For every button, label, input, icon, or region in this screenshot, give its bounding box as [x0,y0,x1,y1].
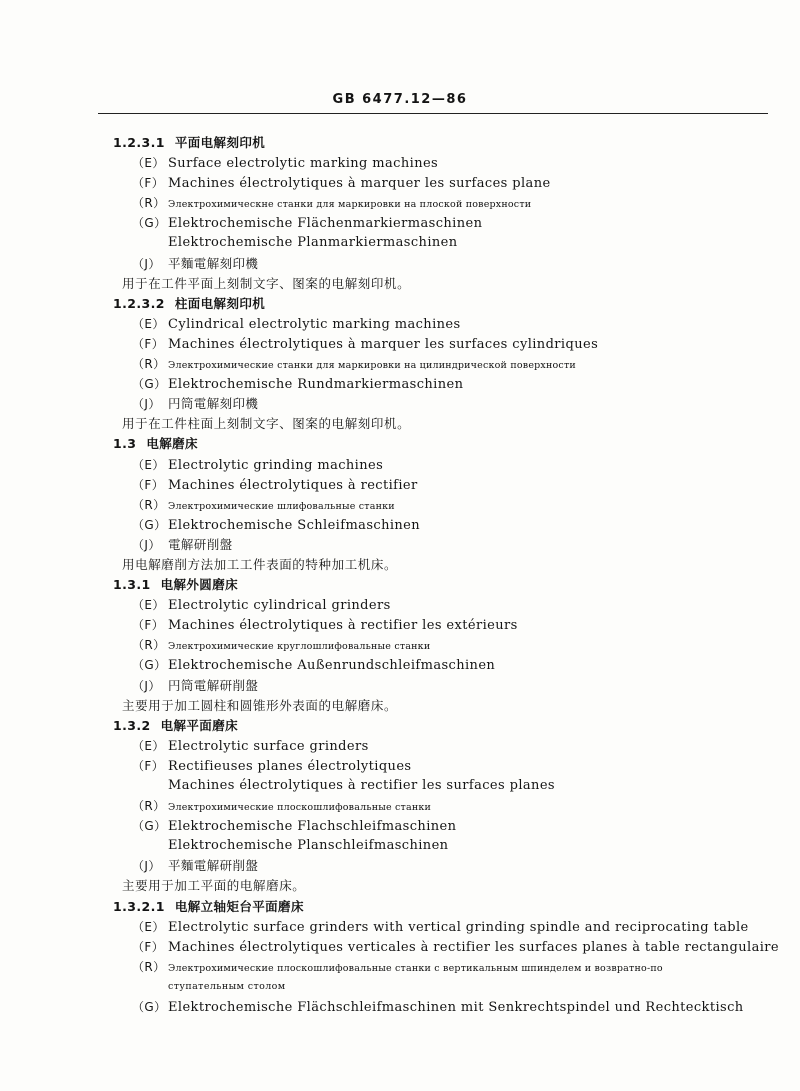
language-code: （R） [132,959,166,974]
term-entry [0,374,800,394]
term-entry [0,153,800,173]
language-code: （F） [132,477,165,492]
term-entry [0,394,800,414]
term-entry [0,354,800,374]
term-text: 平麵電解研削盤 [168,858,259,874]
section-title: 电解立轴矩台平面磨床 [174,898,304,914]
term-entry [0,314,800,334]
term-text: 平麵電解刻印機 [168,255,259,271]
section-heading [0,897,800,917]
term-entry [0,193,800,213]
term-text: Machines électrolytiques à rectifier [168,477,418,493]
term-text: Электрохимические станки для маркировки на цилиндрической поверхности [168,360,576,372]
term-entry [0,334,800,354]
term-text: Elektrochemische Schleifmaschinen [168,517,421,533]
term-entry [0,495,800,515]
language-code: （F） [132,618,165,633]
language-code: （J） [132,397,161,412]
term-text: Machines électrolytiques à rectifier les extérieurs [168,618,518,634]
term-entry [0,756,800,776]
language-code: （E） [132,598,165,613]
term-text: Cylindrical electrolytic marking machines [168,316,461,332]
language-code: （R） [132,196,166,211]
term-text: Machines électrolytiques à marquer les surfaces cylindriques [168,336,599,352]
section-title: 电解磨床 [146,436,198,452]
term-text: Rectifieuses planes électrolytiques [168,758,412,774]
language-code: （R） [132,497,166,512]
section-title: 电解平面磨床 [160,717,238,733]
section-number: 1.3 [113,436,137,452]
language-code: （F） [132,176,165,191]
language-code: （E） [132,156,165,171]
term-entry [0,796,800,816]
term-entry [0,655,800,675]
term-text: 電解研削盤 [168,536,233,552]
language-code: （J） [132,859,161,874]
language-code: （R） [132,357,166,372]
section-heading [0,294,800,314]
term-entry [0,957,800,977]
section-heading [0,575,800,595]
language-code: （R） [132,638,166,653]
term-entry [0,635,800,655]
term-text: 円筒電解研削盤 [168,677,259,693]
term-text: Elektrochemische Flächenmarkiermaschinen [168,216,483,232]
language-code: （E） [132,919,165,934]
language-code: （G） [132,658,167,673]
language-code: （J） [132,256,161,271]
section-number: 1.3.1 [113,577,151,593]
term-text: Elektrochemische Flachschleifmaschinen [168,819,457,835]
term-text: Electrolytic surface grinders with vertical grinding spindle and reciprocating table [168,919,749,935]
language-code: （E） [132,738,165,753]
language-code: （G） [132,216,167,231]
section-title: 电解外圆磨床 [160,577,238,593]
standard-header: GB 6477.12—86 [332,92,468,107]
term-entry [0,676,800,696]
term-text: Electrolytic surface grinders [168,738,369,754]
term-text: Surface electrolytic marking machines [168,156,439,172]
language-code: （G） [132,819,167,834]
language-code: （F） [132,758,165,773]
term-text: 円筒電解刻印機 [168,396,259,412]
term-text: Elektrochemische Außenrundschleifmaschinen [168,658,496,674]
term-text: Electrolytic grinding machines [168,457,384,473]
term-entry [0,254,800,274]
term-entry [0,173,800,193]
term-text: Electrolytic cylindrical grinders [168,598,391,614]
language-code: （R） [132,799,166,814]
section-number: 1.3.2.1 [113,898,165,914]
term-entry [0,816,800,836]
section-title: 平面电解刻印机 [174,135,266,150]
document-body [0,133,800,1017]
section-heading [0,716,800,736]
language-code: （G） [132,1000,167,1015]
definition-text: 主要用于加工圆柱和圆锥形外表面的电解磨床。 [122,697,398,713]
language-code: （G） [132,377,167,392]
term-continuation: Elektrochemische Planschleifmaschinen [168,838,449,854]
term-text: Электрохимические плоскошлифовальные станки [168,802,432,814]
language-code: （F） [132,939,165,954]
term-text: Machines électrolytiques à marquer les surfaces plane [168,176,551,192]
language-code: （E） [132,457,165,472]
term-entry [0,997,800,1017]
section-number: 1.2.3.2 [113,295,165,311]
language-code: （G） [132,517,167,532]
term-entry [0,937,800,957]
term-entry [0,856,800,876]
term-entry [0,535,800,555]
term-entry [0,515,800,535]
term-continuation: ступательным столом [168,980,286,992]
term-text: Электрохимическне станки для маркировки на плоской поверхности [168,199,532,211]
term-text: Электрохимические шлифовальные станки [168,500,395,512]
section-number: 1.2.3.1 [113,135,165,150]
section-heading [0,434,800,454]
definition-text: 用于在工件柱面上刻制文字、图案的电解刻印机。 [122,416,411,432]
term-entry [0,595,800,615]
term-text: Электрохимические плоскошлифовальные станки с вертикальным шпинделем и возвратно-по [168,962,663,974]
term-text: Elektrochemische Flächschleifmaschinen mit Senkrechtspindel und Rechtecktisch [168,1000,744,1016]
definition-text: 主要用于加工平面的电解磨床。 [122,878,306,894]
definition-text: 用于在工件平面上刻制文字、图案的电解刻印机。 [122,275,411,291]
definition-text: 用电解磨削方法加工工件表面的特种加工机床。 [122,556,398,572]
header-rule [98,113,768,114]
language-code: （J） [132,537,161,552]
term-continuation: Elektrochemische Planmarkiermaschinen [168,235,458,251]
section-heading [0,133,800,153]
term-entry [0,213,800,233]
term-text: Электрохимические круглошлифовальные станки [168,641,431,653]
term-entry [0,736,800,756]
term-text: Machines électrolytiques verticales à rectifier les surfaces planes à table rectangulaire [168,939,780,955]
section-number: 1.3.2 [113,717,151,733]
section-title: 柱面电解刻印机 [174,295,266,311]
term-entry [0,917,800,937]
term-entry [0,475,800,495]
language-code: （E） [132,316,165,331]
term-entry [0,615,800,635]
language-code: （F） [132,336,165,351]
term-text: Elektrochemische Rundmarkiermaschinen [168,377,464,393]
language-code: （J） [132,678,161,693]
term-entry [0,455,800,475]
term-continuation: Machines électrolytiques à rectifier les surfaces planes [168,778,555,793]
